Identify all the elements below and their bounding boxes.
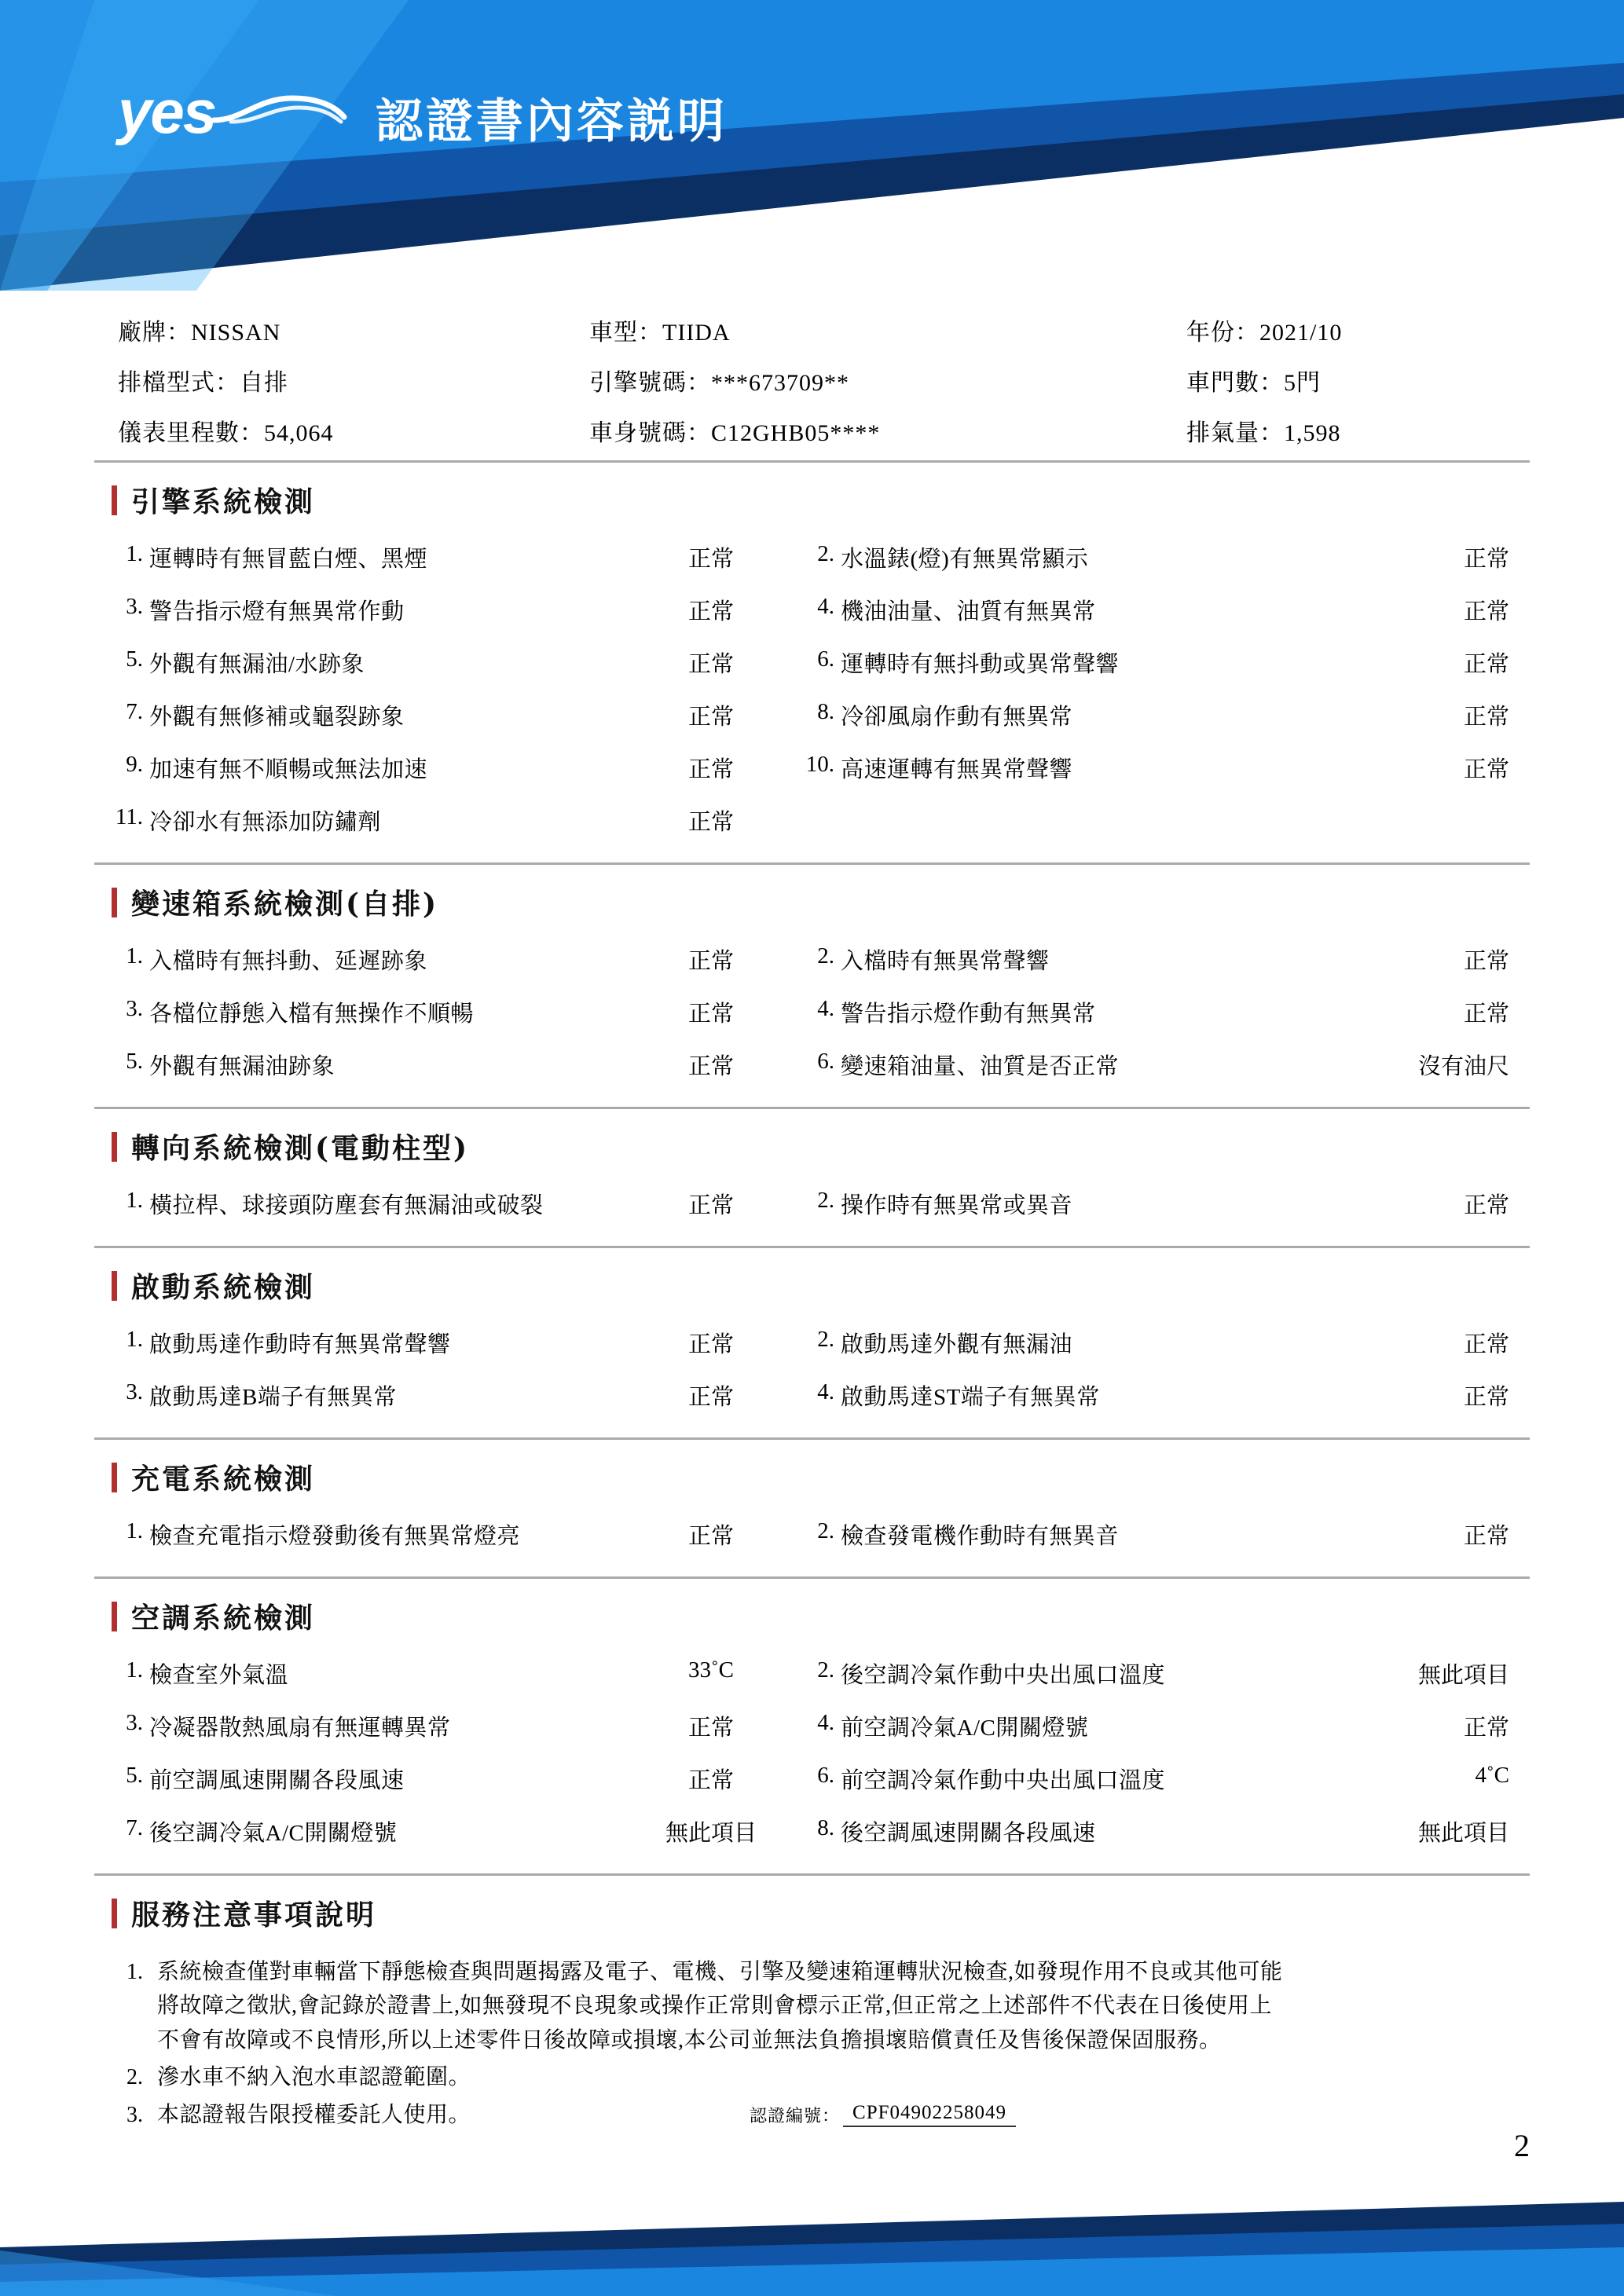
vehicle-info-transmission: 排檔型式：自排 [118,370,288,396]
page-header [0,0,1624,291]
section-title: 引擎系統檢測 [131,485,316,518]
section-accent-bar [112,888,117,917]
vehicle-info-displacement: 排氣量：1,598 [1186,420,1341,446]
note-item [94,2057,1530,2094]
item-label: 入檔時有無抖動、延遲跡象 [149,949,428,974]
section-header [94,463,1530,531]
item-number: 4. [817,594,834,619]
section-accent-bar [112,485,117,515]
section-header [94,1109,1530,1177]
section-items [94,1177,1530,1248]
item-value: 正常 [1463,1385,1509,1410]
section-steering [94,1109,1530,1248]
section-accent-bar [112,1463,117,1492]
section-header [94,1248,1530,1316]
item-number: 6. [817,1049,834,1074]
note-line: 滲水車不納入泡水車認證範圍。 [157,2065,471,2090]
item-number: 1. [126,541,143,566]
item-number: 7. [126,699,143,724]
section-items [94,1316,1530,1440]
item-label: 機油油量、油質有無異常 [841,599,1096,624]
vehicle-info-brand: 廠牌：NISSAN [118,320,281,346]
section-service-notes [94,1876,1530,2127]
item-value: 正常 [687,1332,734,1357]
section-charging [94,1440,1530,1579]
item-label: 後空調冷氣作動中央出風口溫度 [841,1663,1166,1688]
item-value: 正常 [687,1524,734,1549]
section-accent-bar [112,1899,117,1928]
item-number: 9. [126,752,143,777]
brand-logo [118,75,354,161]
section-title: 服務注意事項說明 [131,1899,377,1932]
item-number: 6. [817,646,834,672]
item-value: 正常 [1463,1716,1509,1741]
item-number: 2. [817,1188,834,1213]
item-label: 啟動馬達外觀有無漏油 [841,1332,1073,1357]
item-value: 正常 [687,1385,734,1410]
item-label: 啟動馬達ST端子有無異常 [841,1385,1100,1410]
section-items [94,1508,1530,1579]
item-label: 入檔時有無異常聲響 [841,949,1050,974]
item-number: 8. [817,699,834,724]
item-label: 檢查充電指示燈發動後有無異常燈亮 [149,1524,521,1549]
note-text [157,2057,1530,2094]
item-value: 正常 [687,757,734,782]
item-value: 4˚C [1475,1763,1509,1788]
item-number: 3. [126,1379,143,1404]
item-label: 檢查室外氣溫 [149,1663,289,1688]
item-label: 高速運轉有無異常聲響 [841,757,1073,782]
page-title: 認證書內容説明 [376,94,728,149]
item-label: 外觀有無修補或龜裂跡象 [149,705,405,730]
item-label: 變速箱油量、油質是否正常 [841,1054,1120,1079]
item-value: 正常 [687,810,734,835]
item-value: 正常 [687,705,734,730]
note-line: 不會有故障或不良情形,所以上述零件日後故障或損壞,本公司並無法負擔損壞賠償責任及售後保證保固服務。 [157,2027,1222,2052]
item-number: 3. [126,594,143,619]
item-number: 1. [126,1657,143,1683]
item-value: 正常 [687,949,734,974]
logo-wordmark: yes [118,77,216,146]
header-content [118,75,728,161]
item-number: 5. [126,1049,143,1074]
section-header [94,865,1530,933]
section-header [94,1876,1530,1944]
vehicle-info-model: 車型：TIIDA [589,320,731,346]
item-number: 1. [126,1327,143,1352]
section-accent-bar [112,1271,117,1301]
section-accent-bar [112,1602,117,1631]
item-number: 3. [126,1710,143,1735]
section-title: 變速箱系統檢測(自排) [131,888,439,921]
item-label: 後空調風速開關各段風速 [841,1821,1096,1846]
item-number: 11. [115,804,143,829]
item-label: 啟動馬達B端子有無異常 [149,1385,397,1410]
item-number: 4. [817,1710,834,1735]
item-number: 6. [817,1763,834,1788]
item-label: 啟動馬達作動時有無異常聲響 [149,1332,451,1357]
item-label: 外觀有無漏油/水跡象 [149,652,365,677]
item-value: 正常 [1463,1524,1509,1549]
certificate-number-label: 認證編號： [750,2105,841,2126]
item-number: 1. [126,1518,143,1543]
note-line: 本認證報告限授權委託人使用。 [157,2102,471,2127]
item-label: 後空調冷氣A/C開關燈號 [149,1821,398,1846]
vehicle-info-doors: 車門數：5門 [1186,370,1321,396]
section-air-conditioning [94,1579,1530,1876]
item-label: 冷凝器散熱風扇有無運轉異常 [149,1716,451,1741]
item-number: 3. [126,996,143,1021]
item-value: 正常 [1463,1332,1509,1357]
item-number: 5. [126,646,143,672]
vehicle-info-engine-number: 引擎號碼：***673709** [589,370,849,396]
item-label: 外觀有無漏油跡象 [149,1054,335,1079]
item-label: 操作時有無異常或異音 [841,1193,1073,1218]
item-value: 無此項目 [1417,1821,1509,1846]
item-label: 橫拉桿、球接頭防塵套有無漏油或破裂 [149,1193,544,1218]
item-value: 正常 [1463,652,1509,677]
item-number: 2. [817,541,834,566]
item-value: 正常 [687,1768,734,1793]
vehicle-info-block [94,313,1530,463]
item-number: 1. [126,1188,143,1213]
section-accent-bar [112,1132,117,1162]
item-number: 10. [805,752,834,777]
item-value: 正常 [1463,547,1509,572]
note-number: 1. [126,1960,143,1984]
item-value: 正常 [1463,705,1509,730]
item-value-empty [1391,794,1530,847]
item-number: 2. [817,1657,834,1683]
vehicle-info-vin: 車身號碼：C12GHB05**** [589,420,881,446]
section-starter [94,1248,1530,1440]
item-label: 前空調冷氣A/C開關燈號 [841,1716,1089,1741]
item-label: 加速有無不順暢或無法加速 [149,757,428,782]
item-label: 前空調風速開關各段風速 [149,1768,405,1793]
item-value: 正常 [1463,757,1509,782]
item-value: 正常 [1463,599,1509,624]
note-text [157,1952,1530,2057]
item-number: 5. [126,1763,143,1788]
notes-list [94,1944,1530,2127]
item-value: 正常 [687,1002,734,1027]
item-value: 正常 [1463,949,1509,974]
item-label: 運轉時有無抖動或異常聲響 [841,652,1120,677]
section-title: 空調系統檢測 [131,1602,316,1635]
section-items [94,1647,1530,1876]
item-label: 冷卻風扇作動有無異常 [841,705,1073,730]
item-value: 正常 [687,1054,734,1079]
note-number: 3. [126,2102,143,2127]
section-items [94,933,1530,1109]
item-number: 7. [126,1815,143,1840]
item-label: 冷卻水有無添加防鏽劑 [149,810,382,835]
item-number: 1. [126,943,143,969]
vehicle-info-mileage: 儀表里程數：54,064 [118,420,334,446]
section-title: 充電系統檢測 [131,1463,316,1496]
page-footer [0,2202,1624,2296]
item-value: 無此項目 [665,1821,757,1846]
note-number: 2. [126,2065,143,2090]
section-title: 轉向系統檢測(電動柱型) [131,1132,470,1165]
item-value: 正常 [687,599,734,624]
section-header [94,1440,1530,1508]
item-value: 正常 [687,547,734,572]
item-value: 正常 [687,1193,734,1218]
note-line: 系統檢查僅對車輛當下靜態檢查與問題揭露及電子、電機、引擎及變速箱運轉狀況檢查,如發現作用不良或其他可能 [157,1960,1283,1984]
item-label: 運轉時有無冒藍白煙、黑煙 [149,547,428,572]
section-title: 啟動系統檢測 [131,1271,316,1304]
item-value: 沒有油尺 [1417,1054,1509,1079]
item-value: 正常 [1463,1193,1509,1218]
note-item [94,1952,1530,2057]
item-number: 2. [817,1518,834,1543]
item-value: 正常 [1463,1002,1509,1027]
certificate-number-value: CPF04902258049 [843,2102,1016,2127]
car-icon [211,86,348,133]
item-label-empty [841,794,1391,847]
section-items [94,531,1530,865]
item-label: 檢查發電機作動時有無異音 [841,1524,1120,1549]
item-label: 警告指示燈作動有無異常 [841,1002,1096,1027]
vehicle-info-year: 年份：2021/10 [1186,320,1343,346]
section-engine [94,463,1530,865]
item-label: 水溫錶(燈)有無異常顯示 [841,547,1089,572]
item-value: 無此項目 [1417,1663,1509,1688]
item-value: 正常 [687,1716,734,1741]
note-line: 將故障之徵狀,會記錄於證書上,如無發現不良現象或操作正常則會標示正常,但正常之上述部件不代表在日後使用上 [157,1994,1273,2019]
section-header [94,1579,1530,1647]
page-number: 2 [1514,2128,1530,2163]
item-number-empty [786,794,841,847]
item-number: 2. [817,943,834,969]
item-label: 各檔位靜態入檔有無操作不順暢 [149,1002,475,1027]
item-number: 2. [817,1327,834,1352]
item-label: 前空調冷氣作動中央出風口溫度 [841,1768,1166,1793]
item-number: 8. [817,1815,834,1840]
item-value: 正常 [687,652,734,677]
section-transmission [94,865,1530,1109]
item-number: 4. [817,996,834,1021]
item-label: 警告指示燈有無異常作動 [149,599,405,624]
item-number: 4. [817,1379,834,1404]
item-value: 33˚C [688,1657,734,1683]
document-body [0,313,1624,2127]
